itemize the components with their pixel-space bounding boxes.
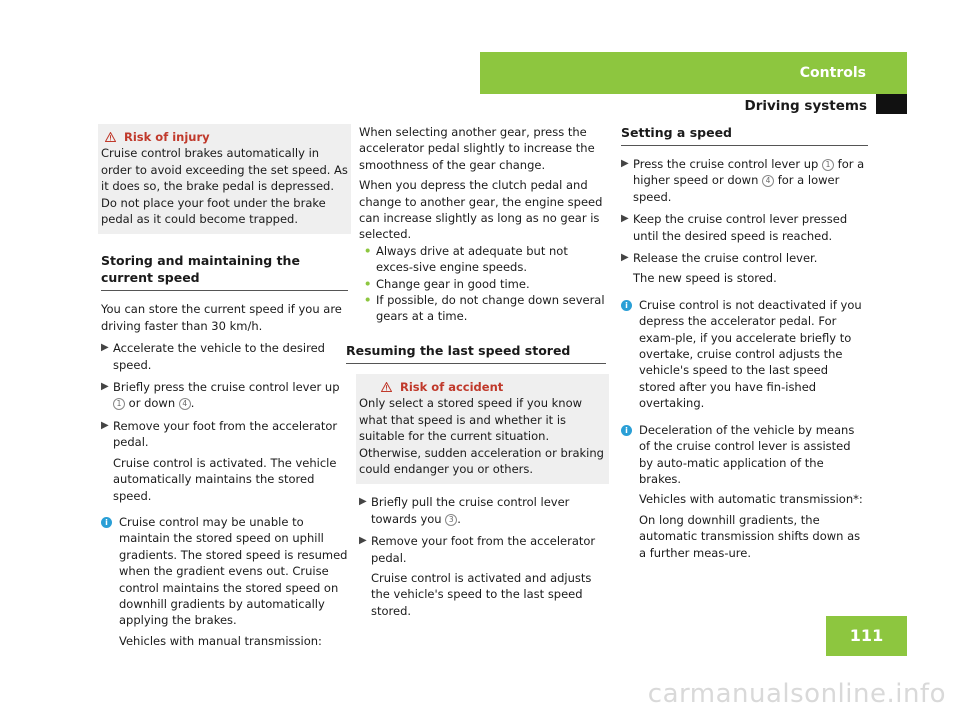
step-text: Keep the cruise control lever pressed until the desired speed is reached. [633, 212, 848, 243]
warning-triangle-icon [105, 132, 116, 142]
info-text-more: On long downhill gradients, the automatic transmission shifts down as a further meas-ure. [639, 512, 861, 560]
info-text-more: Vehicles with automatic transmission*: [639, 492, 863, 507]
number-4-icon: 4 [179, 398, 191, 410]
step-text: Briefly press the cruise control lever up [113, 380, 340, 395]
step-text: Release the cruise control lever. [633, 251, 818, 266]
step-text: Remove your foot from the accelerator pedal. [371, 534, 596, 565]
clutch-text: When you depress the clutch pedal and change to another gear, the engine speed can increase slightly as long as no gear is selected. [359, 178, 603, 242]
step-item [359, 533, 606, 566]
info-icon: i [101, 517, 112, 528]
bullet-icon: • [364, 293, 372, 308]
info-text-more: Vehicles with manual transmission: [119, 633, 322, 648]
info-note [101, 514, 348, 649]
step-item [101, 340, 348, 373]
watermark: carmanualsonline.info [647, 678, 946, 709]
step-arrow-icon: ▶ [621, 158, 629, 169]
info-icon: i [621, 300, 632, 311]
warning-title: Risk of injury [124, 130, 210, 144]
step-result: The new speed is stored. [633, 271, 777, 286]
step-text: Remove your foot from the accelerator pedal. [113, 418, 338, 450]
page-number: 111 [826, 616, 907, 656]
warning-triangle-icon [381, 382, 392, 392]
intro-text: You can store the current speed if you are driving faster than 30 km/h. [101, 302, 342, 333]
step-item [101, 418, 348, 451]
step-text: Briefly pull the cruise control lever towards you [371, 495, 570, 526]
step-arrow-icon: ▶ [621, 213, 629, 225]
number-4-icon: 4 [762, 175, 774, 187]
step-arrow-icon: ▶ [621, 252, 629, 264]
column-1 [101, 124, 348, 649]
step-arrow-icon: ▶ [359, 496, 367, 508]
step-arrow-icon: ▶ [101, 342, 109, 354]
number-3-icon: 3 [445, 514, 457, 526]
step-item [621, 250, 868, 266]
subsection-title: Driving systems [744, 98, 867, 114]
heading-setting-speed: Setting a speed [621, 124, 868, 146]
warning-text: Cruise control brakes automatically in order to avoid exceeding the set speed. As it does so, the brake pedal is depressed. Do not place your foot under the brake pedal as it could become trapped. [101, 146, 348, 227]
step-item [621, 211, 868, 244]
step-result: Cruise control is activated and adjusts the vehicle's speed to the last speed stored. [371, 570, 592, 618]
warning-box-accident [356, 374, 609, 484]
warning-text: Only select a stored speed if you know what that speed is and whether it is suitable for the current situation. Otherwise, sudden acceleration or braking could endanger you or others. [359, 396, 604, 476]
column-2 [346, 124, 606, 619]
step-arrow-icon: ▶ [359, 535, 367, 547]
step-item: ▶ Press the cruise control lever up 1 for a higher speed or down 4 for a lower speed. [621, 157, 865, 204]
bullet-icon: • [364, 243, 372, 258]
step-text: Accelerate the vehicle to the desired speed. [113, 341, 325, 372]
heading-resuming-speed: Resuming the last speed stored [346, 342, 606, 364]
info-text: Cruise control is not deactivated if you depress the accelerator pedal. For exam-ple, if you accelerate briefly to overtake, cruise control adjusts the vehicle's speed to the last speed stored after you have fin-ished overtaking. [639, 297, 862, 411]
number-1-icon: 1 [113, 398, 125, 410]
heading-storing-speed: Storing and maintaining the current speed [101, 252, 348, 291]
step-result: Cruise control is activated. The vehicle automatically maintains the stored speed. [113, 455, 337, 503]
section-tab [480, 52, 907, 94]
info-text: Cruise control may be unable to maintain the stored speed on uphill gradients. The stored speed is resumed when the gradient evens out. Cruise control maintains the stored speed on downhill gradients by automatically applying the brakes. [119, 514, 348, 628]
info-note [621, 422, 868, 561]
bullet-icon: • [364, 276, 372, 291]
header-marker [876, 94, 907, 114]
column-3 [621, 124, 868, 561]
step-item: ▶ Briefly pull the cruise control lever towards you 3 . [359, 495, 570, 526]
info-text: Deceleration of the vehicle by means of the cruise control lever is assisted by auto-matic application of the brakes. [639, 422, 855, 486]
bullet-item: • If possible, do not change down several gears at a time. [364, 293, 605, 324]
step-arrow-icon: ▶ [101, 381, 109, 393]
info-note [621, 297, 868, 412]
bullet-item: • Change gear in good time. [364, 276, 530, 291]
warning-box-injury [98, 124, 351, 234]
section-title: Controls [799, 64, 866, 81]
warning-title: Risk of accident [400, 379, 504, 394]
step-item: ▶ Briefly press the cruise control lever up 1 or down 4 . [101, 380, 340, 411]
step-arrow-icon: ▶ [101, 419, 109, 431]
gear-change-text: When selecting another gear, press the accelerator pedal slightly to increase the smoothness of the gear change. [359, 125, 595, 172]
bullet-item: • Always drive at adequate but not exces-sive engine speeds. [364, 243, 568, 275]
number-1-icon: 1 [822, 159, 834, 171]
info-icon: i [621, 425, 632, 436]
